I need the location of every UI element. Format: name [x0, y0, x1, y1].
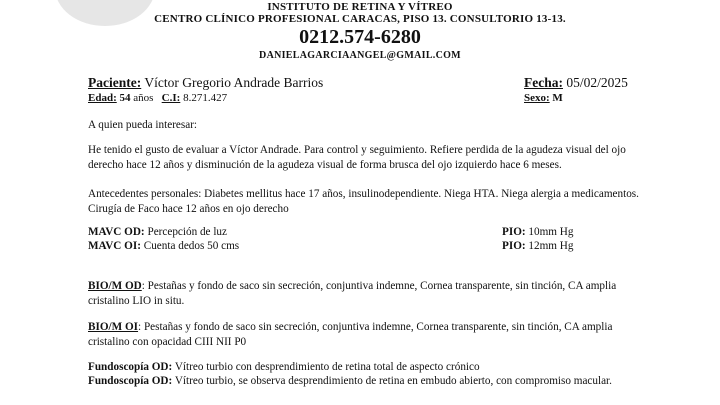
patient-name: Víctor Gregorio Andrade Barrios — [144, 75, 324, 90]
institute-name: INSTITUTO DE RETINA Y VÍTREO — [267, 1, 453, 13]
antecedentes-paragraph: Antecedentes personales: Diabetes mellitus hace 17 años, insulinodependiente. Niega HTA. Niega alergia a medicamentos. Cirugía de Faco hace 12 años en ojo derecho — [88, 188, 639, 215]
pio-od-value: 10mm Hg — [528, 226, 574, 238]
bio-oi-text: : Pestañas y fondo de saco sin secreción, conjuntiva indemne, Cornea transparente, sin tinción, CA amplia cristalino con opacidad CIII NII P0 — [88, 321, 613, 348]
mavc-od-value: Percepción de luz — [147, 226, 227, 238]
patient-label: Paciente: — [88, 75, 142, 90]
pio-od-row — [502, 226, 573, 238]
ci-label: C.I: — [161, 92, 181, 104]
pio-oi-label: PIO: — [502, 240, 526, 252]
mavc-oi-row — [88, 240, 239, 252]
date-line — [524, 75, 628, 91]
fundoscopia-oi-label: Fundoscopía OD: — [88, 375, 173, 387]
clinic-address: CENTRO CLÍNICO PROFESIONAL CARACAS, PISO 13. CONSULTORIO 13-13. — [154, 13, 566, 25]
age-unit: años — [133, 92, 154, 104]
fundoscopia-od-text: Vítreo turbio con desprendimiento de retina total de aspecto crónico — [174, 361, 480, 373]
bio-od-paragraph — [88, 279, 648, 308]
fundoscopia-od-label: Fundoscopía OD: — [88, 361, 173, 373]
age-ci-line — [88, 92, 227, 104]
phone-number: 0212.574-6280 — [299, 26, 421, 48]
mavc-od-label: MAVC OD: — [88, 226, 145, 238]
pio-od-label: PIO: — [502, 226, 526, 238]
fundoscopia-oi-paragraph — [88, 374, 648, 389]
sex-label: Sexo: — [524, 92, 550, 104]
fundoscopia-od-paragraph — [88, 360, 648, 375]
intro-paragraph: He tenido el gusto de evaluar a Víctor Andrade. Para control y seguimiento. Refiere perdida de la agudeza visual del ojo derecho hace 12 años y disminución de la agudeza visual de forma brusca del ojo izquierdo hace 6 meses. — [88, 144, 626, 171]
patient-name-line — [88, 75, 323, 91]
age-label: Edad: — [88, 92, 117, 104]
bio-od-text: : Pestañas y fondo de saco sin secreción, conjuntiva indemne, Cornea transparente, sin tinción, CA amplia cristalino LIO in situ. — [88, 280, 617, 307]
date-label: Fecha: — [524, 75, 563, 90]
greeting: A quien pueda interesar: — [88, 119, 198, 131]
age-value: 54 — [119, 92, 131, 104]
sex-value: M — [552, 92, 563, 104]
mavc-od-row — [88, 226, 227, 238]
ci-value: 8.271.427 — [183, 92, 228, 104]
pio-oi-value: 12mm Hg — [528, 240, 574, 252]
bio-od-label: BIO/M OD — [88, 280, 142, 292]
sex-line — [524, 92, 563, 104]
fundoscopia-oi-text: Vítreo turbio, se observa desprendimiento de retina en embudo abierto, con compromiso macular. — [174, 375, 612, 387]
bio-oi-paragraph — [88, 320, 648, 349]
bio-oi-label: BIO/M OI — [88, 321, 139, 333]
date-value: 05/02/2025 — [566, 75, 628, 90]
pio-oi-row — [502, 240, 573, 252]
mavc-oi-value: Cuenta dedos 50 cms — [143, 240, 240, 252]
mavc-oi-label: MAVC OI: — [88, 240, 141, 252]
email-address: DANIELAGARCIAANGEL@GMAIL.COM — [259, 50, 461, 61]
